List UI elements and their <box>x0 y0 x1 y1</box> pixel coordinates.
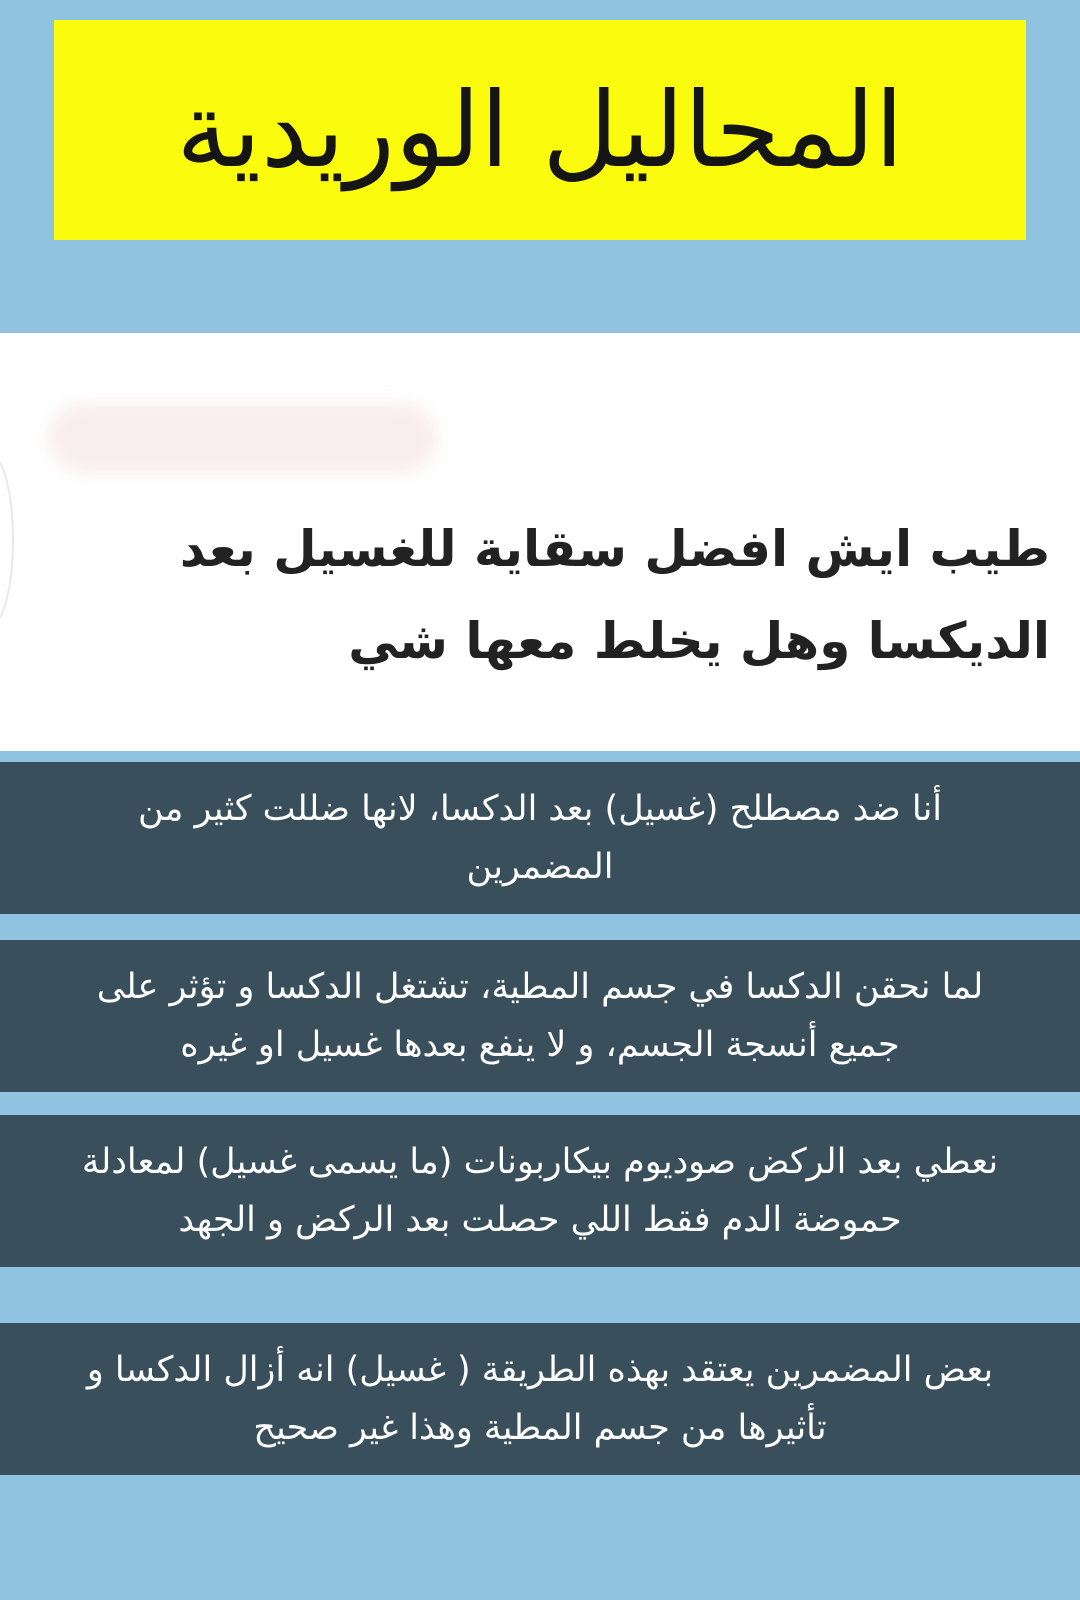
question-panel <box>0 333 1080 751</box>
info-card-text: لما نحقن الدكسا في جسم المطية، تشتغل الدكسا و تؤثر على جميع أنسجة الجسم، و لا ينفع بعدها غسيل او غيره <box>96 967 984 1065</box>
info-card <box>0 762 1080 914</box>
title-banner <box>54 20 1026 240</box>
info-card-text: أنا ضد مصطلح (غسيل) بعد الدكسا، لانها ضللت كثير من المضمرين <box>137 789 943 887</box>
info-card <box>0 1115 1080 1267</box>
page-title: المحاليل الوريدية <box>176 69 904 191</box>
info-card-text: نعطي بعد الركض صوديوم بيكاربونات (ما يسمى غسيل) لمعادلة حموضة الدم فقط اللي حصلت بعد الركض و الجهد <box>81 1142 999 1240</box>
info-card <box>0 1323 1080 1475</box>
info-card-text: بعض المضمرين يعتقد بهذه الطريقة ( غسيل) انه أزال الدكسا و تأثيرها من جسم المطية وهذا غير صحيح <box>86 1350 994 1448</box>
decorative-arc <box>0 453 14 627</box>
blurred-redaction <box>48 403 438 473</box>
question-text: طيب ايش افضل سقاية للغسيل بعد الديكسا وهل يخلط معها شي <box>179 520 1050 670</box>
info-card <box>0 940 1080 1092</box>
